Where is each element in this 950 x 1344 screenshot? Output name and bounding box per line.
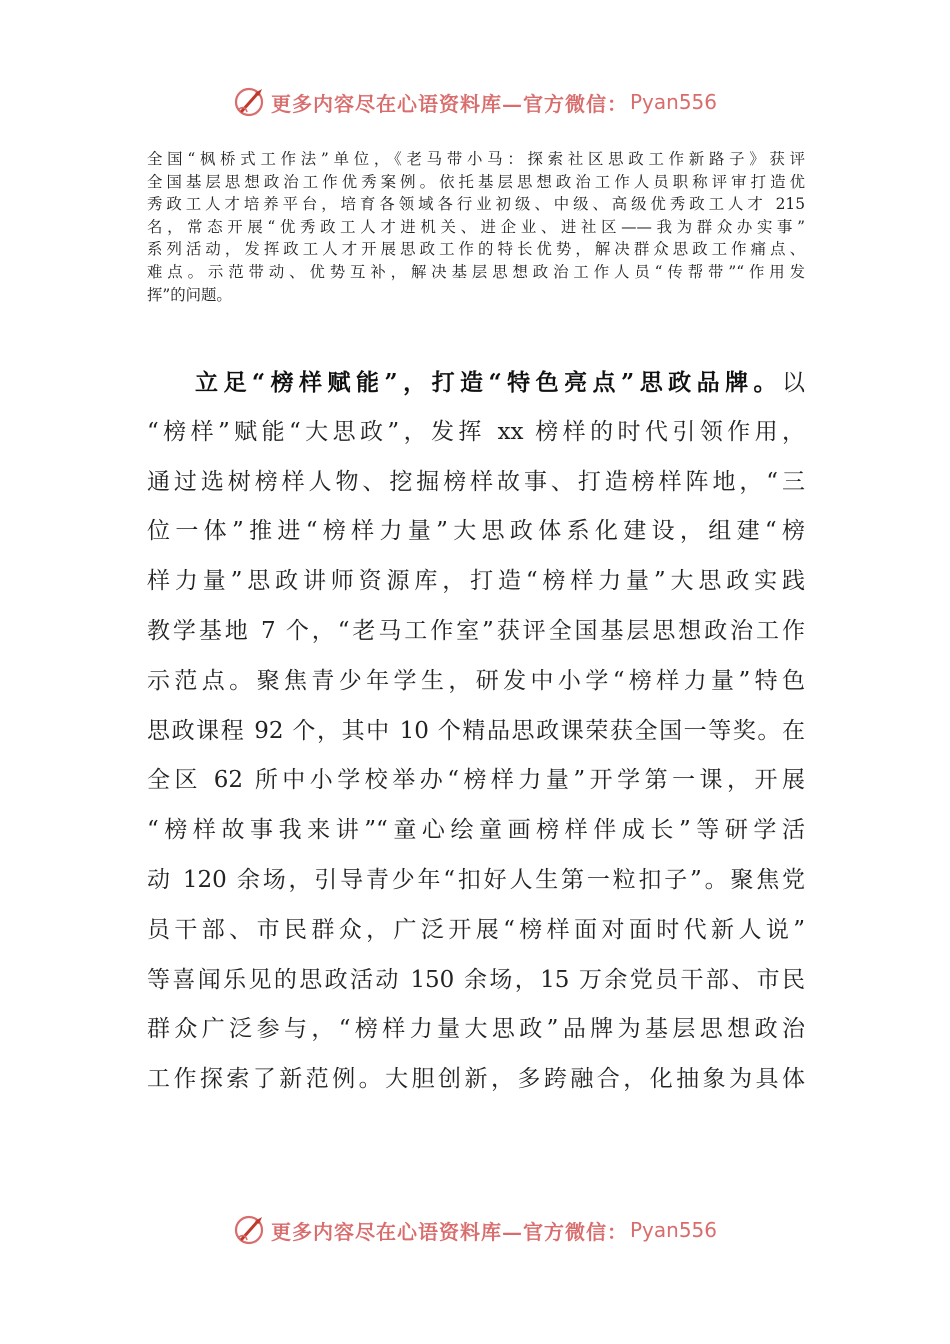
paragraph-2-line: 思政课程 92 个，其中 10 个精品思政课荣获全国一等奖。在 [147, 717, 805, 744]
paragraph-2 [147, 358, 805, 1105]
paragraph-2-line: 员干部、市民群众，广泛开展“榜样面对面时代新人说” [147, 916, 805, 943]
paragraph-2-line: 样力量”思政讲师资源库，打造“榜样力量”大思政实践 [147, 568, 805, 595]
paragraph-2-line: “榜样故事我来讲”“童心绘童画榜样伴成长”等研学活 [147, 817, 805, 844]
paragraph-1 [147, 148, 805, 306]
banner-wechat-id: Pyan556 [629, 1218, 717, 1242]
paragraph-2-line: 教学基地 7 个，“老马工作室”获评全国基层思想政治工作 [147, 617, 805, 644]
paragraph-1-line: 系列活动，发挥政工人才开展思政工作的特长优势，解决群众思政工作痛点、 [147, 240, 805, 259]
paragraph-1-line: 名，常态开展“优秀政工人才进机关、进企业、进社区——我为群众办实事” [147, 217, 805, 236]
paragraph-1-line: 全国基层思想政治工作优秀案例。依托基层思想政治工作人员职称评审打造优 [147, 172, 805, 191]
paragraph-2-line: 位一体”推进“榜样力量”大思政体系化建设，组建“榜 [147, 518, 805, 545]
header-banner [0, 82, 950, 122]
paragraph-1-line: 全国“枫桥式工作法”单位，《老马带小马：探索社区思政工作新路子》获评 [147, 150, 805, 168]
paragraph-2-line: “榜样”赋能“大思政”，发挥 xx 榜样的时代引领作用， [147, 418, 805, 445]
paragraph-1-line: 秀政工人才培养平台，培育各领域各行业初级、中级、高级优秀政工人才 215 [147, 195, 805, 214]
paragraph-2-line: 示范点。聚焦青少年学生，研发中小学“榜样力量”特色 [147, 667, 805, 694]
paragraph-2-line: 等喜闻乐见的思政活动 150 余场，15 万余党员干部、市民 [147, 966, 805, 993]
banner-wechat-id: Pyan556 [629, 90, 717, 114]
paragraph-1-line: 难点。示范带动、优势互补，解决基层思想政治工作人员“传帮带”“作用发 [147, 262, 805, 281]
banner-text: 更多内容尽在心语资料库—官方微信： [270, 1219, 628, 1244]
banner-text: 更多内容尽在心语资料库—官方微信： [270, 91, 628, 116]
footer-banner [0, 1210, 950, 1250]
pen-logo-icon [233, 1213, 267, 1247]
paragraph-2-line: 动 120 余场，引导青少年“扣好人生第一粒扣子”。聚焦党 [147, 866, 805, 893]
paragraph-1-line: 挥”的问题。 [147, 285, 232, 304]
paragraph-2-first-line [147, 358, 805, 408]
paragraph-2-line: 工作探索了新范例。大胆创新，多跨融合，化抽象为具体 [147, 1066, 805, 1093]
paragraph-2-line: 全区 62 所中小学校举办“榜样力量”开学第一课，开展 [147, 767, 805, 794]
paragraph-2-line: 群众广泛参与，“榜样力量大思政”品牌为基层思想政治 [147, 1016, 805, 1043]
paragraph-2-line: 通过选树榜样人物、挖掘榜样故事、打造榜样阵地，“三 [147, 468, 805, 495]
pen-logo-icon [233, 85, 267, 119]
first-line-rest: 以 [782, 370, 805, 396]
section-heading: 立足“榜样赋能”，打造“特色亮点”思政品牌。 [195, 369, 782, 396]
